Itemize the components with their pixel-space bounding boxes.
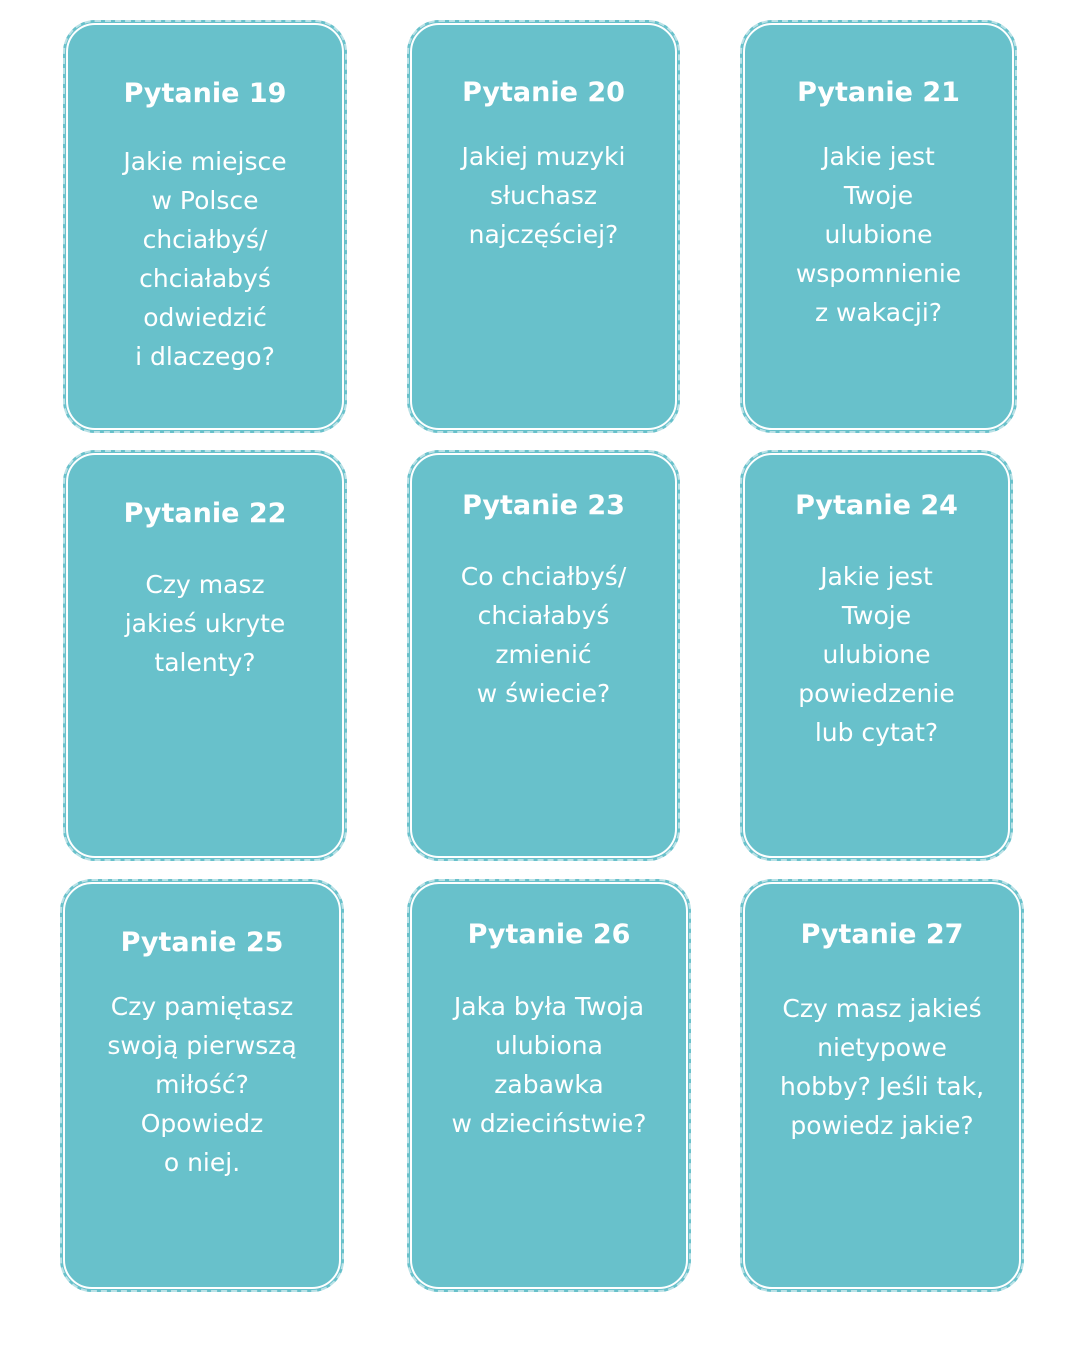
card-title: Pytanie 24 bbox=[795, 490, 958, 521]
card-question: Jakie miejsce w Polsce chciałbyś/ chciałabyś odwiedzić i dlaczego? bbox=[123, 147, 287, 371]
card-question: Czy masz jakieś ukryte talenty? bbox=[124, 570, 286, 677]
card-question: Jaka była Twoja ulubiona zabawka w dzieciństwie? bbox=[451, 992, 647, 1138]
card-question: Czy pamiętasz swoją pierwszą miłość? Opowiedz o niej. bbox=[107, 992, 297, 1177]
card-title: Pytanie 21 bbox=[797, 77, 960, 108]
card-title: Pytanie 26 bbox=[467, 919, 631, 950]
question-card-23 bbox=[407, 450, 680, 861]
question-card-24 bbox=[740, 450, 1013, 861]
card-title: Pytanie 23 bbox=[462, 490, 625, 521]
question-card-27 bbox=[740, 879, 1024, 1292]
question-card-22 bbox=[63, 450, 347, 861]
card-title: Pytanie 19 bbox=[123, 78, 287, 109]
question-card-20 bbox=[407, 20, 680, 433]
card-title: Pytanie 20 bbox=[462, 77, 625, 108]
card-question: Czy masz jakieś nietypowe hobby? Jeśli tak, powiedz jakie? bbox=[779, 994, 985, 1140]
card-title: Pytanie 22 bbox=[123, 498, 287, 529]
card-question: Jakie jest Twoje ulubione wspomnienie z wakacji? bbox=[795, 142, 962, 327]
question-card-19 bbox=[63, 20, 347, 433]
question-card-21 bbox=[740, 20, 1017, 433]
card-question: Co chciałbyś/ chciałabyś zmienić w świecie? bbox=[460, 562, 627, 708]
question-card-26 bbox=[407, 879, 691, 1292]
question-card-25 bbox=[60, 879, 344, 1292]
card-title: Pytanie 25 bbox=[120, 927, 284, 958]
card-question: Jakiej muzyki słuchasz najczęściej? bbox=[461, 142, 626, 249]
card-title: Pytanie 27 bbox=[800, 919, 964, 950]
card-question: Jakie jest Twoje ulubione powiedzenie lub cytat? bbox=[798, 562, 955, 747]
